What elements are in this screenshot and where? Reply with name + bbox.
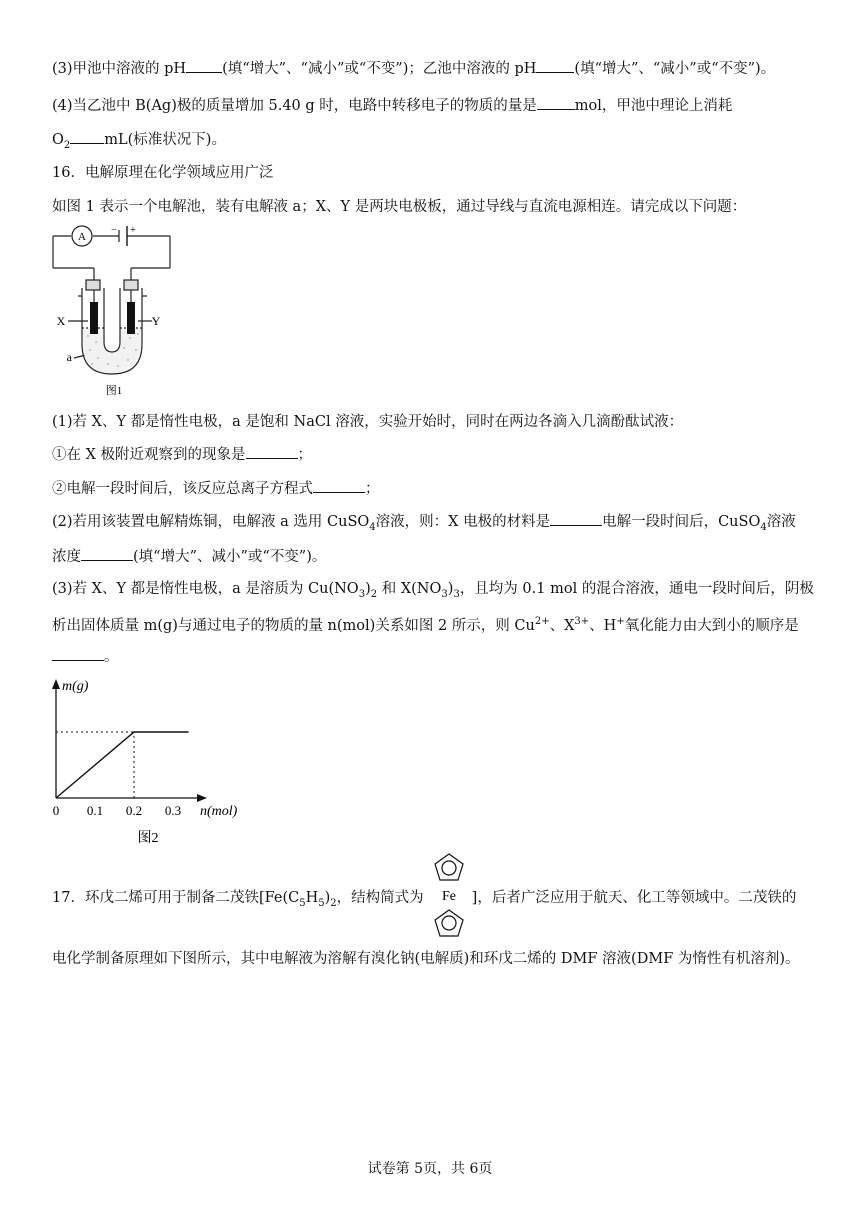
x-axis-label: n(mol) [200, 804, 238, 819]
q16-part2: (2)若用该装置电解精炼铜，电解液 a 选用 CuSO$_4$溶液，则：X 电极的材料是 电解一段时间后，CuSO$_4$溶液 [52, 511, 796, 538]
q16-title: 16．电解原理在化学领域应用广泛 [52, 165, 274, 181]
q17-line2: 电化学制备原理如下图所示，其中电解液为溶解有溴化钠(电解质)和环戊二烯的 DMF 溶液(DMF 为惰性有机溶剂)。 [52, 951, 800, 967]
cyclopentadienyl-ring-top [435, 854, 463, 880]
answer-blank [52, 646, 104, 661]
figure-1-electrolytic-cell [52, 224, 182, 400]
q16-part3-cont: 析出固体质量 m(g)与通过电子的物质的量 n(mol)关系如图 2 所示，则 $Cu^{2+}$、$X^{3+}$、H+氧化能力由大到小的顺序是 [52, 616, 799, 634]
q16-part2-cont: 浓度 (填“增大”、减小”或“不变”)。 [52, 546, 326, 567]
label-y: Y [151, 314, 161, 328]
answer-blank [313, 478, 365, 493]
answer-blank [537, 95, 575, 110]
answer-blank [246, 444, 298, 459]
cyclopentadienyl-ring-bottom [435, 910, 463, 936]
x-tick-label-0.2: 0.2 [125, 803, 143, 818]
q17-line1: 17．环戊二烯可用于制备二茂铁[$Fe(C_5H_5)_2$，结构简式为 ]，后者广泛应用于航天、化工等领域中。二茂铁的 [52, 890, 797, 909]
answer-blank [81, 546, 133, 561]
x-tick-label-0: 0 [52, 803, 60, 818]
answer-blank [550, 511, 602, 526]
page-footer: 试卷第 5页，共 6页 [367, 1161, 493, 1177]
series-line [56, 732, 189, 798]
y-axis-arrow [52, 679, 60, 689]
q16-part3-answer: 。 [52, 646, 119, 667]
q16-part1-item1: ①在 X 极附近观察到的现象是 ； [52, 444, 312, 465]
svg-text:−: − [111, 225, 117, 236]
answer-blank [186, 58, 222, 73]
label-a: a [66, 350, 72, 364]
svg-text:+: + [130, 225, 136, 236]
figure-2-chart [40, 676, 260, 852]
x-axis-arrow [197, 794, 207, 802]
electrode-x [90, 302, 98, 334]
q16-part1: (1)若 X、Y 都是惰性电极，a 是饱和 NaCl 溶液，实验开始时，同时在两边各滴入几滴酚酞试液： [52, 414, 684, 430]
figure-1-caption: 图1 [105, 385, 123, 397]
figure-2-caption: 图2 [137, 831, 159, 846]
q15-part4: (4)当乙池中 B(Ag)极的质量增加 5.40 g 时，电路中转移电子的物质的量是 mol，甲池中理论上消耗 [52, 95, 732, 116]
q16-part1-item2: ②电解一段时间后，该反应总离子方程式 ； [52, 478, 380, 499]
ammeter-label: A [78, 231, 86, 243]
q15-part3: (3)甲池中溶液的 pH (填“增大”、“减小”或“不变”)；乙池中溶液的 pH (填“增大”、“减小”或“不变”)。 [52, 58, 775, 79]
q16-intro: 如图 1 表示一个电解池，装有电解液 a；X、Y 是两块电极板，通过导线与直流电源相连。请完成以下问题： [52, 199, 747, 215]
q16-part3: (3)若 X、Y 都是惰性电极，a 是溶质为 $Cu(NO_3)_2$ 和 $X(NO_3)_3$，且均为 0.1 mol 的混合溶液，通电一段时间后，阴极 [52, 581, 814, 600]
x-tick-label-0.1: 0.1 [86, 803, 104, 818]
q15-part4-cont: $O_2$ mL(标准状况下)。 [52, 129, 226, 156]
ferrocene-structure [432, 852, 466, 938]
answer-blank [70, 129, 104, 144]
answer-blank [536, 58, 574, 73]
y-axis-label: m(g) [62, 679, 89, 694]
electrode-y [127, 302, 135, 334]
fe-label: Fe [442, 889, 456, 904]
label-x: X [56, 314, 66, 328]
x-tick-label-0.3: 0.3 [164, 803, 182, 818]
